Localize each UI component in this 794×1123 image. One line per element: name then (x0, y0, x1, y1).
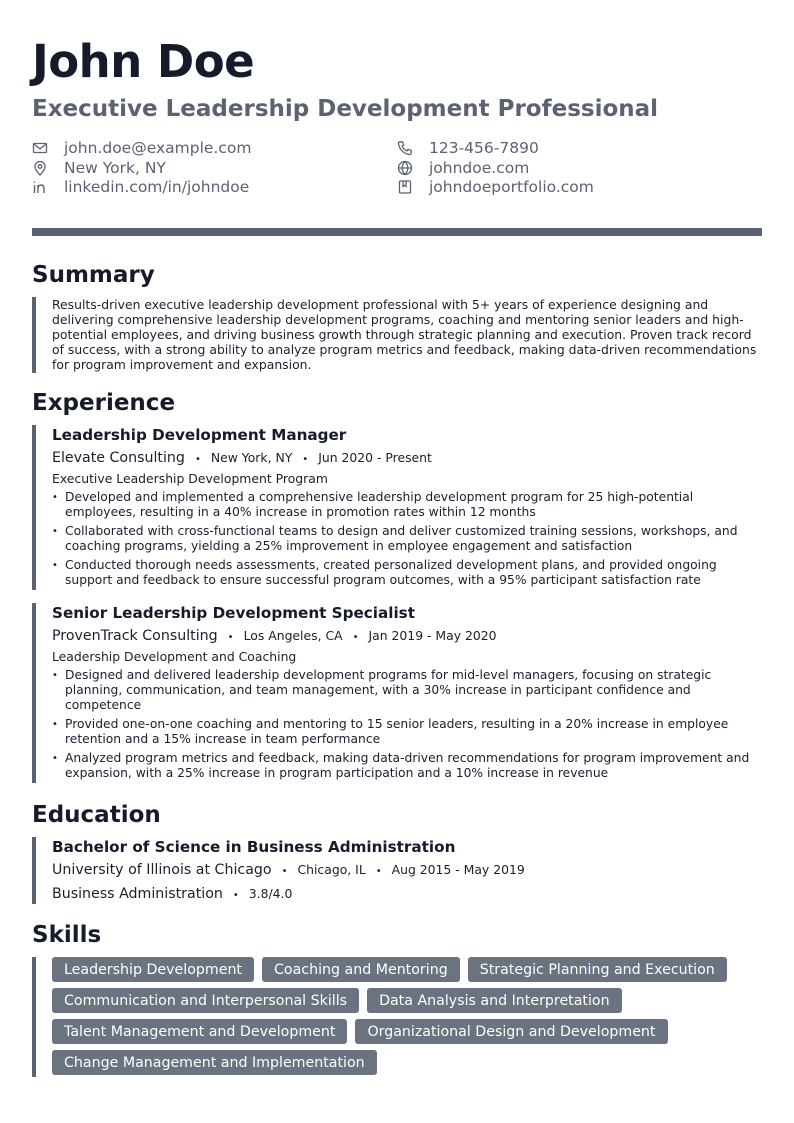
school-name: University of Illinois at Chicago (52, 862, 272, 878)
job-title: Senior Leadership Development Specialist (52, 604, 415, 622)
skill-chip: Data Analysis and Interpretation (367, 988, 622, 1013)
location-text: New York, NY (64, 158, 166, 177)
job-dates: Jan 2019 - May 2020 (368, 628, 497, 643)
job-dates: Jun 2020 - Present (318, 450, 432, 465)
education-meta (52, 860, 762, 881)
portfolio-text: johndoeportfolio.com (429, 177, 594, 196)
contact-portfolio[interactable] (397, 177, 594, 196)
candidate-name: John Doe (32, 35, 255, 88)
bullet-item: • Analyzed program metrics and feedback, making data-driven recommendations for program improvement and expansion, with a 25% increase in program participation and a 10% increase in revenue (52, 751, 762, 781)
phone-icon (397, 140, 413, 156)
job-subtitle: Executive Leadership Development Program (52, 471, 328, 486)
bookmark-icon (397, 179, 413, 195)
separator-dot: • (227, 632, 234, 643)
degree-title: Bachelor of Science in Business Administration (52, 838, 456, 856)
job-location: New York, NY (210, 450, 293, 465)
linkedin-icon (32, 179, 48, 195)
education-heading: Education (32, 802, 161, 828)
experience-item (32, 603, 762, 783)
website-text: johndoe.com (429, 158, 530, 177)
contact-linkedin[interactable] (32, 177, 249, 196)
skill-chip: Organizational Design and Development (355, 1019, 667, 1044)
separator-dot: • (375, 866, 382, 877)
bullet-item: • Developed and implemented a comprehensive leadership development program for 25 high-potential employees, resulting in a 40% increase in promotion rates within 12 months (52, 490, 762, 520)
education-field-row (52, 884, 762, 905)
separator-dot: • (194, 454, 201, 465)
job-location: Los Angeles, CA (243, 628, 343, 643)
bullet-item: • Provided one-on-one coaching and mentoring to 15 senior leaders, resulting in a 20% increase in employee retention and a 15% increase in team performance (52, 717, 762, 747)
header-divider (32, 228, 762, 236)
company-name: Elevate Consulting (52, 450, 185, 466)
school-location: Chicago, IL (297, 862, 366, 877)
separator-dot: • (232, 890, 239, 901)
skill-chip: Communication and Interpersonal Skills (52, 988, 359, 1013)
job-meta (52, 626, 762, 647)
linkedin-text: linkedin.com/in/johndoe (64, 177, 250, 196)
email-text: john.doe@example.com (64, 138, 252, 157)
contact-website[interactable] (397, 158, 529, 177)
separator-dot: • (281, 866, 288, 877)
globe-icon (397, 160, 413, 176)
experience-heading: Experience (32, 390, 176, 416)
skills-block (32, 957, 762, 1077)
summary-block (32, 297, 762, 373)
job-title: Leadership Development Manager (52, 426, 347, 444)
map-pin-icon (32, 160, 48, 176)
summary-text: Results-driven executive leadership development professional with 5+ years of experience designing and delivering comprehensive leadership development programs, coaching and mentoring senior leaders and high-potential employees, and driving business growth through strategic planning and execution. Proven track record of success, with a strong ability to analyze program metrics and feedback, making data-driven recommendations for program improvement and expansion. (52, 297, 757, 372)
separator-dot: • (352, 632, 359, 643)
job-subtitle: Leadership Development and Coaching (52, 649, 297, 664)
job-bullets (52, 490, 762, 588)
bullet-item: • Collaborated with cross-functional teams to design and deliver customized training sessions, workshops, and coaching programs, yielding a 25% improvement in employee engagement and satisfaction (52, 524, 762, 554)
phone-text: 123-456-7890 (429, 138, 539, 157)
skill-chip: Leadership Development (52, 957, 254, 982)
skill-chip: Coaching and Mentoring (262, 957, 460, 982)
field-of-study: Business Administration (52, 886, 223, 902)
gpa: 3.8/4.0 (248, 886, 293, 901)
contact-info (32, 138, 762, 198)
experience-item (32, 425, 762, 590)
skills-heading: Skills (32, 922, 102, 948)
skill-chip: Change Management and Implementation (52, 1050, 377, 1075)
education-dates: Aug 2015 - May 2019 (391, 862, 525, 877)
job-bullets (52, 668, 762, 781)
contact-phone[interactable] (397, 138, 539, 157)
skills-list (52, 957, 752, 1075)
job-meta (52, 448, 762, 469)
mail-icon (32, 140, 48, 156)
contact-email[interactable] (32, 138, 251, 157)
company-name: ProvenTrack Consulting (52, 628, 218, 644)
skill-chip: Strategic Planning and Execution (468, 957, 727, 982)
summary-heading: Summary (32, 262, 155, 288)
bullet-item: • Conducted thorough needs assessments, created personalized development plans, and provided ongoing support and feedback to ensure successful program outcomes, with a 95% participant satisfaction rate (52, 558, 762, 588)
separator-dot: • (302, 454, 309, 465)
education-item (32, 837, 762, 904)
contact-location (32, 158, 166, 177)
bullet-item: • Designed and delivered leadership development programs for mid-level managers, focusing on strategic planning, communication, and team management, with a 30% increase in participant confidence and competence (52, 668, 762, 713)
skill-chip: Talent Management and Development (52, 1019, 347, 1044)
candidate-headline: Executive Leadership Development Professional (32, 96, 659, 122)
